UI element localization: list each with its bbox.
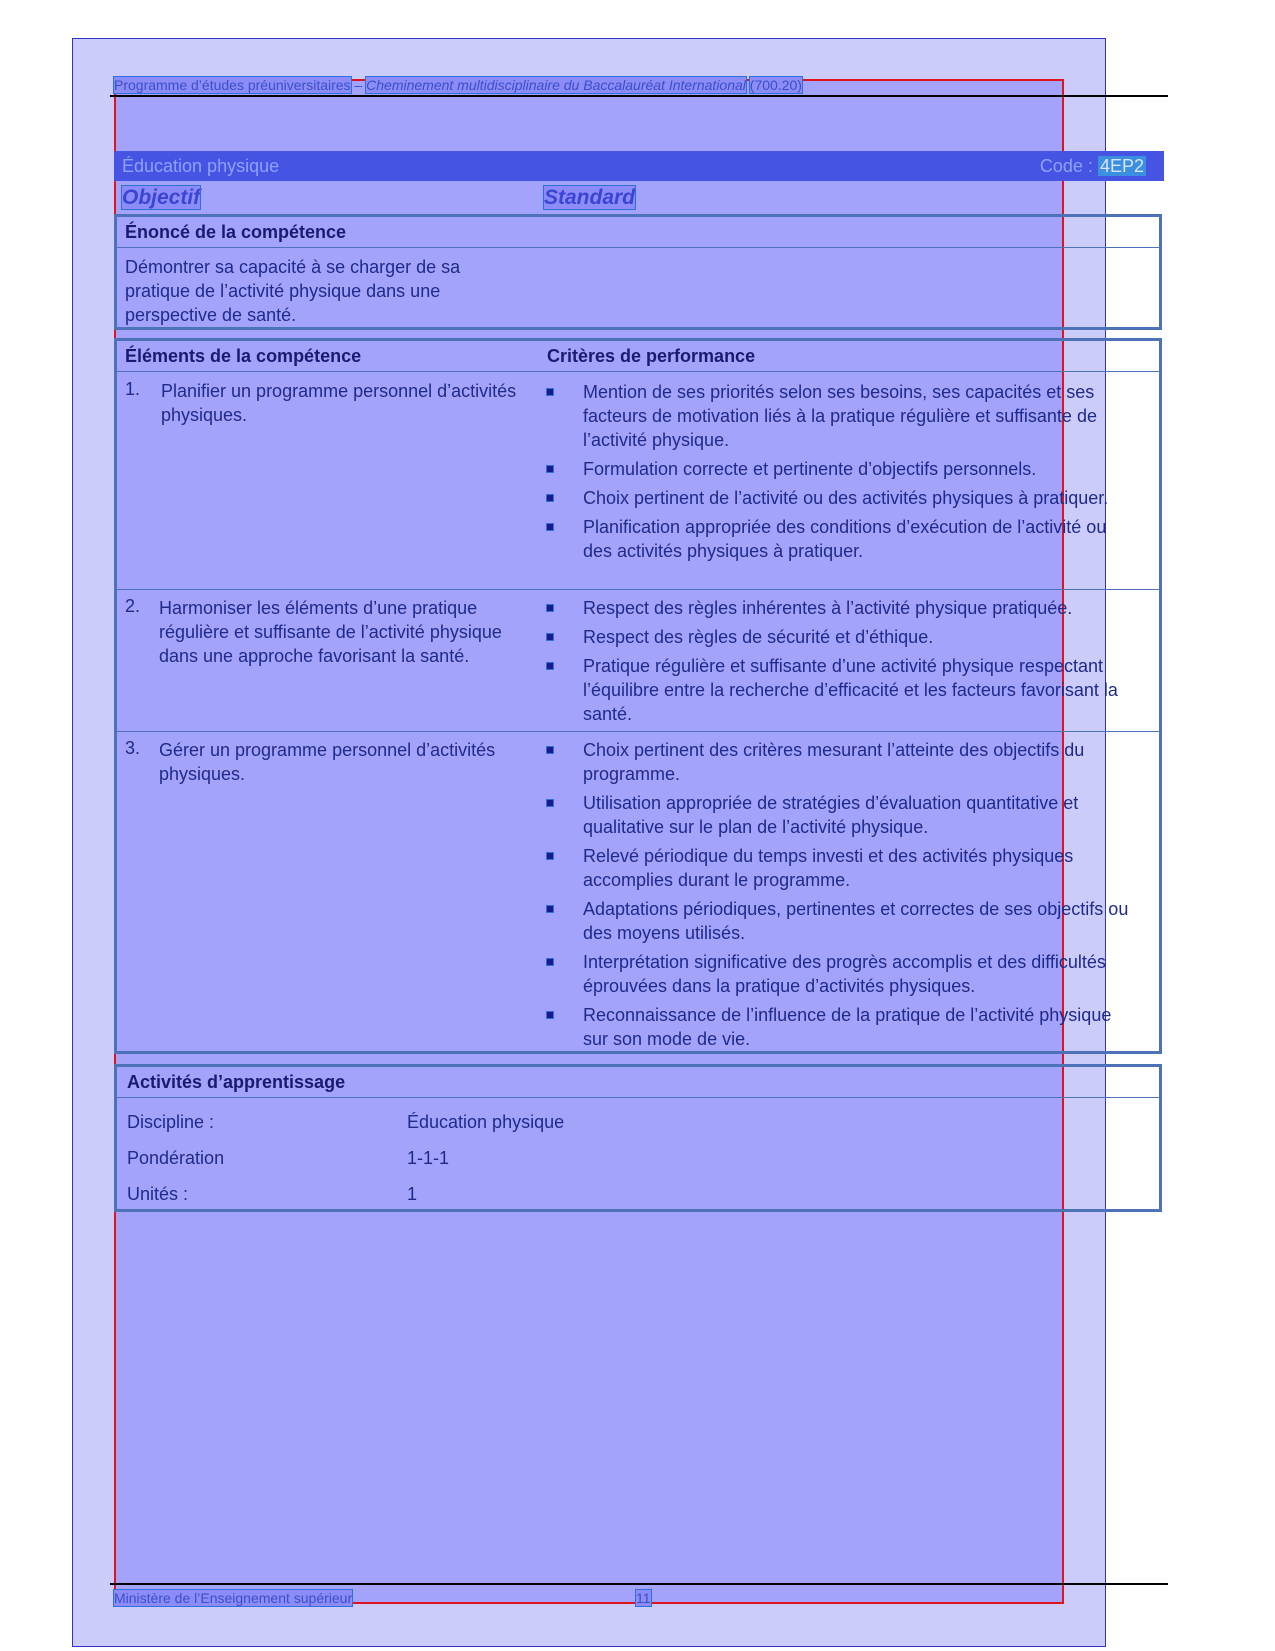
elements-heading: Éléments de la compétence	[125, 346, 362, 366]
criterion-text: Planification appropriée des conditions d’exécution de l’activité ou des activités physiques à pratiquer.	[583, 517, 1107, 561]
criterion-item	[547, 738, 1137, 786]
course-title-bar	[114, 151, 1164, 181]
course-code	[1040, 156, 1146, 177]
activities-heading: Activités d’apprentissage	[127, 1072, 346, 1092]
criterion-text: Interprétation significative des progrès accomplis et des difficultés éprouvées dans la pratique d’activités physiques.	[583, 952, 1106, 996]
discipline-label: Discipline :	[127, 1112, 215, 1132]
criterion-text: Pratique régulière et suffisante d’une activité physique respectant l’équilibre entre la recherche d’efficacité et les facteurs favorisant la santé.	[583, 656, 1118, 724]
element-number: 1.	[125, 379, 141, 399]
criterion-text: Adaptations périodiques, pertinentes et correctes de ses objectifs ou des moyens utilisés.	[583, 899, 1129, 943]
criterion-item	[547, 457, 1137, 481]
footer-ministry: Ministère de l’Enseignement supérieur	[114, 1590, 353, 1606]
objective-heading-text: Objectif	[122, 186, 201, 209]
criterion-text: Formulation correcte et pertinente d’objectifs personnels.	[583, 459, 1037, 479]
competency-heading: Énoncé de la compétence	[125, 222, 347, 242]
bullet-icon	[547, 906, 553, 912]
running-footer	[114, 1590, 352, 1606]
page-number	[636, 1590, 651, 1606]
criterion-text: Relevé périodique du temps investi et des activités physiques accomplies durant le programme.	[583, 846, 1074, 890]
criterion-item	[547, 654, 1137, 726]
course-title: Éducation physique	[122, 156, 280, 176]
criterion-item	[547, 380, 1137, 452]
objective-heading	[122, 186, 200, 210]
header-separator: –	[354, 77, 363, 93]
competency-statement: Démontrer sa capacité à se charger de sa pratique de l’activité physique dans une perspective de santé.	[125, 257, 461, 325]
units-value: 1	[407, 1184, 418, 1204]
criterion-item	[547, 1003, 1137, 1051]
criterion-text: Choix pertinent de l’activité ou des activités physiques à pratiquer.	[583, 488, 1109, 508]
criterion-item	[547, 950, 1137, 998]
weight-value: 1-1-1	[407, 1148, 450, 1168]
page-number-text: 11	[636, 1590, 651, 1606]
criterion-item	[547, 596, 1137, 620]
criterion-item	[547, 897, 1137, 945]
element-text: Harmoniser les éléments d’une pratique régulière et suffisante de l’activité physique dans une approche favorisant la santé.	[159, 598, 502, 666]
element-number: 2.	[125, 596, 141, 616]
criterion-item	[547, 486, 1137, 510]
element-row-2	[117, 590, 1159, 732]
element-text: Planifier un programme personnel d’activités physiques.	[161, 381, 517, 425]
activities-header	[117, 1067, 1159, 1098]
criterion-text: Utilisation appropriée de stratégies d’évaluation quantitative et qualitative sur le plan de l’activité physique.	[583, 793, 1079, 837]
competency-box	[114, 214, 1162, 330]
bullet-icon	[547, 605, 553, 611]
bullet-icon	[547, 959, 553, 965]
elements-rows	[117, 372, 1159, 1051]
header-rule	[110, 95, 1168, 97]
course-code-label: Code :	[1039, 156, 1093, 176]
criterion-item	[547, 515, 1137, 563]
competency-header	[117, 217, 1159, 248]
criteria-list-3	[547, 738, 1137, 1056]
bullet-icon	[547, 1012, 553, 1018]
elements-box	[114, 338, 1162, 1054]
course-code-value: 4EP2	[1099, 156, 1144, 176]
header-code: (700.20)	[749, 77, 802, 93]
bullet-icon	[547, 634, 553, 640]
criterion-item	[547, 625, 1137, 649]
criteria-list-2	[547, 596, 1137, 731]
element-text: Gérer un programme personnel d’activités physiques.	[159, 740, 496, 784]
criterion-text: Respect des règles de sécurité et d’éthique.	[583, 627, 934, 647]
criteria-heading: Critères de performance	[547, 346, 756, 366]
bullet-icon	[547, 495, 553, 501]
criterion-text: Reconnaissance de l’influence de la pratique de l’activité physique sur son mode de vie.	[583, 1005, 1112, 1049]
header-track: Cheminement multidisciplinaire du Baccalauréat International	[366, 77, 746, 93]
element-row-3	[117, 732, 1159, 1054]
bullet-icon	[547, 853, 553, 859]
discipline-value: Éducation physique	[407, 1112, 565, 1132]
bullet-icon	[547, 466, 553, 472]
elements-header	[117, 341, 1159, 372]
running-header	[114, 77, 802, 93]
bullet-icon	[547, 747, 553, 753]
criteria-list-1	[547, 380, 1137, 568]
bullet-icon	[547, 663, 553, 669]
criterion-text: Respect des règles inhérentes à l’activité physique pratiquée.	[583, 598, 1073, 618]
standard-heading-text: Standard	[544, 186, 636, 209]
weight-label: Pondération	[127, 1148, 225, 1168]
bullet-icon	[547, 524, 553, 530]
element-number: 3.	[125, 738, 141, 758]
activities-box	[114, 1064, 1162, 1212]
bullet-icon	[547, 389, 553, 395]
criterion-item	[547, 844, 1137, 892]
header-program: Programme d’études préuniversitaires	[114, 77, 351, 93]
criterion-text: Mention de ses priorités selon ses besoins, ses capacités et ses facteurs de motivation liés à la pratique régulière et suffisante de l’activité physique.	[583, 382, 1097, 450]
element-row-1	[117, 372, 1159, 590]
criterion-text: Choix pertinent des critères mesurant l’atteinte des objectifs du programme.	[583, 740, 1085, 784]
standard-heading	[544, 186, 635, 210]
units-label: Unités :	[127, 1184, 189, 1204]
footer-rule	[110, 1583, 1168, 1585]
bullet-icon	[547, 800, 553, 806]
criterion-item	[547, 791, 1137, 839]
